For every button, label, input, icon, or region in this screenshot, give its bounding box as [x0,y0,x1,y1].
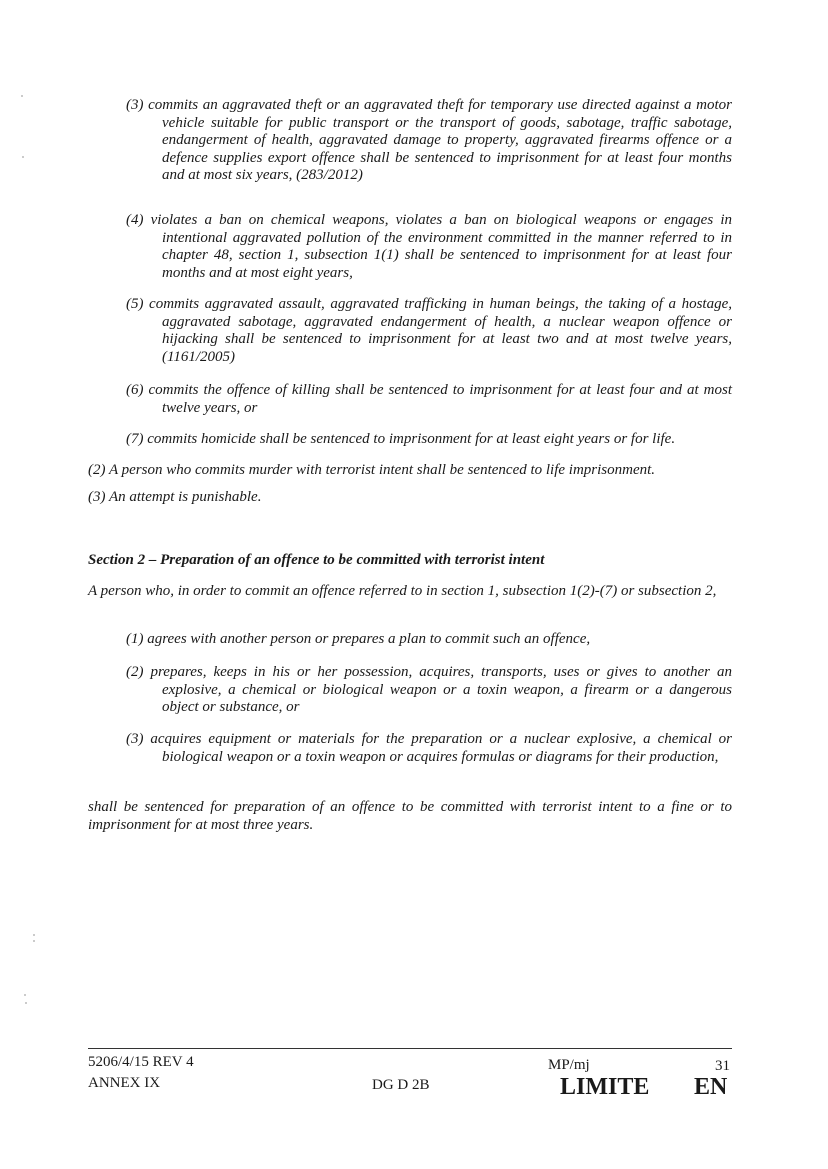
footer-rule [88,1048,732,1049]
section-closing: shall be sentenced for preparation of an offence to be committed with terrorist intent to a fine or to imprisonment for at most three years. [88,799,732,833]
scan-speck [21,95,23,97]
section-item-3: (3) acquires equipment or materials for the preparation or a nuclear explosive, a chemical or biological weapon or a toxin weapon or acquires formulas or diagrams for their production, [126,731,732,765]
footer-language: EN [694,1074,728,1100]
scan-speck [33,940,35,942]
section-heading: Section 2 – Preparation of an offence to be committed with terrorist intent [88,552,545,568]
scan-speck [22,156,24,158]
footer-initials: MP/mj [548,1057,590,1073]
section-item-1: (1) agrees with another person or prepares a plan to commit such an offence, [126,631,591,647]
footer-doc-ref: 5206/4/15 REV 4 [88,1054,194,1070]
article-item-4: (4) violates a ban on chemical weapons, violates a ban on biological weapons or engages in intentional aggravated pollution of the environment committed in the manner referred to in chapter 48, section 1, subsection 1(1) shall be sentenced to imprisonment for at least four months and at most eight years, [126,212,732,281]
section-item-2: (2) prepares, keeps in his or her possession, acquires, transports, uses or gives to another an explosive, a chemical or biological weapon or a toxin weapon, a firearm or a dangerous object or substance, or [126,664,732,715]
article-item-7: (7) commits homicide shall be sentenced to imprisonment for at least eight years or for life. [126,431,676,447]
section-intro: A person who, in order to commit an offence referred to in section 1, subsection 1(2)-(7) or subsection 2, [88,583,717,599]
scan-speck [25,1002,27,1004]
footer-dg: DG D 2B [372,1077,430,1093]
article-item-6: (6) commits the offence of killing shall be sentenced to imprisonment for at least four and at most twelve years, or [126,382,732,416]
scan-speck [24,994,26,996]
footer-annex: ANNEX IX [88,1075,161,1091]
article-item-3: (3) commits an aggravated theft or an aggravated theft for temporary use directed against a motor vehicle suitable for public transport or the transport of goods, sabotage, traffic sabotage, endangerment of health, aggravated damage to property, aggravated firearms offence or a defence supplies export offence shall be sentenced to imprisonment for at least four months and at most six years, (283/2012) [126,97,732,183]
subsection-3: (3) An attempt is punishable. [88,489,262,505]
subsection-2: (2) A person who commits murder with terrorist intent shall be sentenced to life imprisonment. [88,462,656,478]
scan-speck [33,934,35,936]
article-item-5: (5) commits aggravated assault, aggravated trafficking in human beings, the taking of a hostage, aggravated sabotage, aggravated endangerment of health, a nuclear weapon offence or hijacking shall be sentenced to imprisonment for at least two and at most twelve years, (1161/2005) [126,296,732,365]
footer-page-number: 31 [715,1058,730,1074]
footer-classification: LIMITE [560,1074,650,1100]
